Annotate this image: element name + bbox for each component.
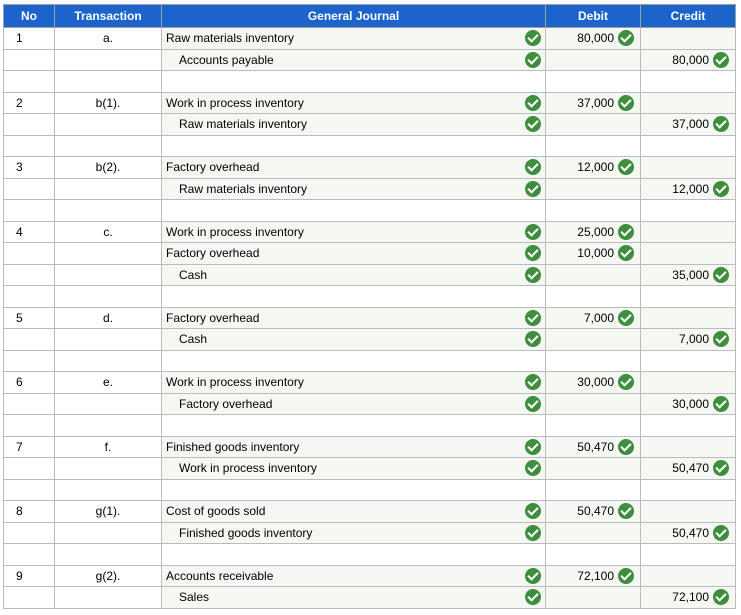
debit-cell[interactable] bbox=[546, 178, 641, 200]
credit-cell[interactable] bbox=[641, 458, 736, 480]
transaction-cell bbox=[55, 329, 162, 351]
credit-amount: 35,000 bbox=[672, 267, 709, 282]
check-circle-icon bbox=[618, 159, 634, 175]
transaction-label: g(2). bbox=[95, 568, 121, 583]
transaction-cell bbox=[55, 286, 162, 308]
journal-body bbox=[4, 28, 736, 609]
transaction-cell bbox=[55, 501, 162, 523]
credit-amount: 72,100 bbox=[672, 590, 709, 605]
transaction-label: c. bbox=[103, 224, 113, 239]
check-circle-icon bbox=[713, 52, 729, 68]
debit-cell[interactable] bbox=[546, 49, 641, 71]
entry-number-cell bbox=[4, 329, 55, 351]
table-row bbox=[4, 329, 736, 351]
credit-cell[interactable] bbox=[641, 71, 736, 93]
debit-amount: 37,000 bbox=[577, 95, 614, 110]
check-circle-icon bbox=[713, 460, 729, 476]
entry-number: 2 bbox=[16, 95, 23, 110]
blank-row bbox=[4, 544, 736, 566]
debit-amount: 10,000 bbox=[577, 246, 614, 261]
debit-cell[interactable] bbox=[546, 221, 641, 243]
debit-cell[interactable] bbox=[546, 200, 641, 222]
debit-cell[interactable] bbox=[546, 28, 641, 50]
account-name: Accounts receivable bbox=[166, 568, 274, 583]
account-cell[interactable] bbox=[162, 587, 546, 609]
header-general-journal: General Journal bbox=[162, 5, 546, 28]
check-circle-icon bbox=[525, 396, 541, 412]
entry-number-cell bbox=[4, 565, 55, 587]
account-cell[interactable] bbox=[162, 200, 546, 222]
debit-cell[interactable] bbox=[546, 92, 641, 114]
account-name: Factory overhead bbox=[166, 246, 260, 261]
table-row bbox=[4, 243, 736, 265]
transaction-cell bbox=[55, 71, 162, 93]
check-circle-icon bbox=[525, 310, 541, 326]
account-name: Work in process inventory bbox=[166, 224, 304, 239]
entry-number-cell bbox=[4, 479, 55, 501]
transaction-cell bbox=[55, 200, 162, 222]
debit-cell[interactable] bbox=[546, 415, 641, 437]
account-cell[interactable] bbox=[162, 458, 546, 480]
check-circle-icon bbox=[525, 159, 541, 175]
account-cell[interactable] bbox=[162, 92, 546, 114]
table-row bbox=[4, 372, 736, 394]
general-journal-table bbox=[3, 4, 736, 609]
entry-number: 9 bbox=[16, 568, 23, 583]
credit-cell[interactable] bbox=[641, 350, 736, 372]
entry-number-cell bbox=[4, 415, 55, 437]
account-cell[interactable] bbox=[162, 243, 546, 265]
account-cell[interactable] bbox=[162, 286, 546, 308]
entry-number-cell bbox=[4, 28, 55, 50]
entry-number-cell bbox=[4, 92, 55, 114]
entry-number: 5 bbox=[16, 310, 23, 325]
transaction-cell bbox=[55, 565, 162, 587]
credit-cell[interactable] bbox=[641, 49, 736, 71]
header-no: No bbox=[4, 5, 55, 28]
transaction-cell bbox=[55, 28, 162, 50]
check-circle-icon bbox=[525, 245, 541, 261]
credit-amount: 50,470 bbox=[672, 525, 709, 540]
debit-cell[interactable] bbox=[546, 114, 641, 136]
debit-amount: 80,000 bbox=[577, 31, 614, 46]
table-row bbox=[4, 49, 736, 71]
debit-cell[interactable] bbox=[546, 458, 641, 480]
transaction-cell bbox=[55, 264, 162, 286]
account-name: Work in process inventory bbox=[179, 461, 317, 476]
entry-number-cell bbox=[4, 372, 55, 394]
transaction-label: g(1). bbox=[95, 504, 121, 519]
account-name: Raw materials inventory bbox=[179, 117, 308, 132]
credit-cell[interactable] bbox=[641, 243, 736, 265]
check-circle-icon bbox=[525, 503, 541, 519]
credit-amount: 30,000 bbox=[672, 396, 709, 411]
account-name: Factory overhead bbox=[166, 160, 260, 175]
entry-number-cell bbox=[4, 436, 55, 458]
account-name: Factory overhead bbox=[166, 310, 260, 325]
account-name: Raw materials inventory bbox=[179, 181, 308, 196]
entry-number-cell bbox=[4, 501, 55, 523]
debit-amount: 25,000 bbox=[577, 224, 614, 239]
table-row bbox=[4, 114, 736, 136]
check-circle-icon bbox=[713, 181, 729, 197]
transaction-cell bbox=[55, 114, 162, 136]
credit-cell[interactable] bbox=[641, 178, 736, 200]
credit-cell[interactable] bbox=[641, 393, 736, 415]
account-name: Work in process inventory bbox=[166, 375, 304, 390]
table-row bbox=[4, 522, 736, 544]
credit-cell[interactable] bbox=[641, 329, 736, 351]
debit-cell[interactable] bbox=[546, 307, 641, 329]
transaction-cell bbox=[55, 479, 162, 501]
check-circle-icon bbox=[525, 525, 541, 541]
credit-cell[interactable] bbox=[641, 522, 736, 544]
account-cell[interactable] bbox=[162, 157, 546, 179]
debit-amount: 7,000 bbox=[583, 310, 614, 325]
account-cell[interactable] bbox=[162, 28, 546, 50]
account-cell[interactable] bbox=[162, 329, 546, 351]
debit-amount: 12,000 bbox=[577, 160, 614, 175]
credit-cell[interactable] bbox=[641, 501, 736, 523]
table-row bbox=[4, 28, 736, 50]
header-row bbox=[4, 5, 736, 28]
check-circle-icon bbox=[618, 30, 634, 46]
debit-cell[interactable] bbox=[546, 264, 641, 286]
entry-number: 1 bbox=[16, 31, 23, 46]
credit-amount: 7,000 bbox=[678, 332, 709, 347]
table-row bbox=[4, 92, 736, 114]
debit-cell[interactable] bbox=[546, 135, 641, 157]
credit-amount: 12,000 bbox=[672, 181, 709, 196]
account-cell[interactable] bbox=[162, 372, 546, 394]
account-name: Cost of goods sold bbox=[166, 504, 266, 519]
account-cell[interactable] bbox=[162, 393, 546, 415]
debit-cell[interactable] bbox=[546, 372, 641, 394]
credit-cell[interactable] bbox=[641, 565, 736, 587]
credit-cell[interactable] bbox=[641, 157, 736, 179]
credit-cell[interactable] bbox=[641, 307, 736, 329]
entry-number-cell bbox=[4, 587, 55, 609]
credit-cell[interactable] bbox=[641, 286, 736, 308]
account-name: Raw materials inventory bbox=[166, 31, 295, 46]
debit-cell[interactable] bbox=[546, 329, 641, 351]
transaction-label: d. bbox=[102, 310, 113, 325]
check-circle-icon bbox=[713, 525, 729, 541]
check-circle-icon bbox=[713, 396, 729, 412]
account-cell[interactable] bbox=[162, 501, 546, 523]
header-transaction: Transaction bbox=[55, 5, 162, 28]
debit-cell[interactable] bbox=[546, 157, 641, 179]
entry-number-cell bbox=[4, 178, 55, 200]
account-name: Cash bbox=[179, 267, 208, 282]
transaction-label: b(2). bbox=[95, 160, 121, 175]
credit-amount: 50,470 bbox=[672, 461, 709, 476]
account-cell[interactable] bbox=[162, 49, 546, 71]
account-cell[interactable] bbox=[162, 114, 546, 136]
table-row bbox=[4, 221, 736, 243]
credit-cell[interactable] bbox=[641, 479, 736, 501]
check-circle-icon bbox=[525, 52, 541, 68]
account-cell[interactable] bbox=[162, 221, 546, 243]
debit-cell[interactable] bbox=[546, 350, 641, 372]
credit-cell[interactable] bbox=[641, 587, 736, 609]
table-row bbox=[4, 501, 736, 523]
account-name: Sales bbox=[179, 590, 210, 605]
account-cell[interactable] bbox=[162, 307, 546, 329]
table-row bbox=[4, 458, 736, 480]
debit-cell[interactable] bbox=[546, 544, 641, 566]
account-cell[interactable] bbox=[162, 71, 546, 93]
debit-cell[interactable] bbox=[546, 587, 641, 609]
account-cell[interactable] bbox=[162, 415, 546, 437]
entry-number-cell bbox=[4, 458, 55, 480]
check-circle-icon bbox=[525, 589, 541, 605]
blank-row bbox=[4, 71, 736, 93]
credit-amount: 80,000 bbox=[672, 52, 709, 67]
debit-cell[interactable] bbox=[546, 501, 641, 523]
entry-number: 6 bbox=[16, 375, 23, 390]
transaction-label: b(1). bbox=[95, 95, 121, 110]
entry-number-cell bbox=[4, 544, 55, 566]
credit-cell[interactable] bbox=[641, 264, 736, 286]
transaction-cell bbox=[55, 544, 162, 566]
entry-number-cell bbox=[4, 221, 55, 243]
blank-row bbox=[4, 135, 736, 157]
check-circle-icon bbox=[525, 30, 541, 46]
transaction-cell bbox=[55, 135, 162, 157]
account-name: Finished goods inventory bbox=[179, 525, 313, 540]
debit-amount: 50,470 bbox=[577, 439, 614, 454]
check-circle-icon bbox=[618, 245, 634, 261]
credit-cell[interactable] bbox=[641, 28, 736, 50]
check-circle-icon bbox=[713, 267, 729, 283]
transaction-cell bbox=[55, 157, 162, 179]
credit-cell[interactable] bbox=[641, 135, 736, 157]
blank-row bbox=[4, 415, 736, 437]
check-circle-icon bbox=[525, 181, 541, 197]
blank-row bbox=[4, 479, 736, 501]
account-cell[interactable] bbox=[162, 178, 546, 200]
entry-number-cell bbox=[4, 350, 55, 372]
account-cell[interactable] bbox=[162, 436, 546, 458]
debit-cell[interactable] bbox=[546, 565, 641, 587]
table-row bbox=[4, 178, 736, 200]
credit-cell[interactable] bbox=[641, 221, 736, 243]
check-circle-icon bbox=[618, 374, 634, 390]
account-name: Factory overhead bbox=[179, 396, 273, 411]
blank-row bbox=[4, 286, 736, 308]
debit-cell[interactable] bbox=[546, 436, 641, 458]
transaction-cell bbox=[55, 350, 162, 372]
entry-number-cell bbox=[4, 243, 55, 265]
transaction-cell bbox=[55, 243, 162, 265]
credit-cell[interactable] bbox=[641, 200, 736, 222]
check-circle-icon bbox=[525, 374, 541, 390]
entry-number-cell bbox=[4, 307, 55, 329]
header-debit: Debit bbox=[546, 5, 641, 28]
account-cell[interactable] bbox=[162, 135, 546, 157]
check-circle-icon bbox=[713, 116, 729, 132]
check-circle-icon bbox=[525, 439, 541, 455]
transaction-cell bbox=[55, 436, 162, 458]
account-name: Finished goods inventory bbox=[166, 439, 300, 454]
entry-number-cell bbox=[4, 264, 55, 286]
check-circle-icon bbox=[618, 568, 634, 584]
transaction-cell bbox=[55, 221, 162, 243]
credit-cell[interactable] bbox=[641, 436, 736, 458]
entry-number-cell bbox=[4, 49, 55, 71]
transaction-cell bbox=[55, 522, 162, 544]
entry-number-cell bbox=[4, 200, 55, 222]
check-circle-icon bbox=[618, 95, 634, 111]
credit-cell[interactable] bbox=[641, 372, 736, 394]
entry-number-cell bbox=[4, 522, 55, 544]
check-circle-icon bbox=[618, 439, 634, 455]
credit-cell[interactable] bbox=[641, 92, 736, 114]
check-circle-icon bbox=[525, 267, 541, 283]
check-circle-icon bbox=[525, 224, 541, 240]
table-row bbox=[4, 393, 736, 415]
table-row bbox=[4, 587, 736, 609]
transaction-cell bbox=[55, 49, 162, 71]
blank-row bbox=[4, 200, 736, 222]
check-circle-icon bbox=[525, 568, 541, 584]
entry-number: 3 bbox=[16, 160, 23, 175]
debit-amount: 30,000 bbox=[577, 375, 614, 390]
transaction-label: f. bbox=[104, 439, 112, 454]
check-circle-icon bbox=[525, 116, 541, 132]
entry-number-cell bbox=[4, 393, 55, 415]
check-circle-icon bbox=[525, 95, 541, 111]
entry-number-cell bbox=[4, 135, 55, 157]
table-row bbox=[4, 157, 736, 179]
check-circle-icon bbox=[525, 460, 541, 476]
account-cell[interactable] bbox=[162, 350, 546, 372]
transaction-cell bbox=[55, 92, 162, 114]
account-cell[interactable] bbox=[162, 479, 546, 501]
entry-number-cell bbox=[4, 71, 55, 93]
blank-row bbox=[4, 350, 736, 372]
transaction-cell bbox=[55, 415, 162, 437]
account-cell[interactable] bbox=[162, 264, 546, 286]
entry-number-cell bbox=[4, 157, 55, 179]
debit-cell[interactable] bbox=[546, 522, 641, 544]
credit-cell[interactable] bbox=[641, 415, 736, 437]
transaction-label: a. bbox=[102, 31, 113, 46]
entry-number: 8 bbox=[16, 504, 23, 519]
debit-cell[interactable] bbox=[546, 286, 641, 308]
header-credit: Credit bbox=[641, 5, 736, 28]
debit-amount: 72,100 bbox=[577, 568, 614, 583]
table-row bbox=[4, 436, 736, 458]
account-cell[interactable] bbox=[162, 522, 546, 544]
check-circle-icon bbox=[618, 310, 634, 326]
transaction-label: e. bbox=[102, 375, 113, 390]
account-cell[interactable] bbox=[162, 544, 546, 566]
transaction-cell bbox=[55, 372, 162, 394]
transaction-cell bbox=[55, 307, 162, 329]
debit-cell[interactable] bbox=[546, 243, 641, 265]
debit-cell[interactable] bbox=[546, 71, 641, 93]
transaction-cell bbox=[55, 587, 162, 609]
credit-cell[interactable] bbox=[641, 114, 736, 136]
check-circle-icon bbox=[618, 224, 634, 240]
table-row bbox=[4, 307, 736, 329]
credit-cell[interactable] bbox=[641, 544, 736, 566]
check-circle-icon bbox=[618, 503, 634, 519]
check-circle-icon bbox=[713, 331, 729, 347]
entry-number-cell bbox=[4, 286, 55, 308]
check-circle-icon bbox=[713, 589, 729, 605]
transaction-cell bbox=[55, 178, 162, 200]
account-name: Cash bbox=[179, 332, 208, 347]
debit-amount: 50,470 bbox=[577, 504, 614, 519]
credit-amount: 37,000 bbox=[672, 117, 709, 132]
entry-number: 4 bbox=[16, 224, 23, 239]
account-name: Accounts payable bbox=[179, 52, 274, 67]
table-row bbox=[4, 565, 736, 587]
transaction-cell bbox=[55, 458, 162, 480]
account-cell[interactable] bbox=[162, 565, 546, 587]
entry-number-cell bbox=[4, 114, 55, 136]
account-name: Work in process inventory bbox=[166, 95, 304, 110]
check-circle-icon bbox=[525, 331, 541, 347]
debit-cell[interactable] bbox=[546, 479, 641, 501]
debit-cell[interactable] bbox=[546, 393, 641, 415]
entry-number: 7 bbox=[16, 439, 23, 454]
transaction-cell bbox=[55, 393, 162, 415]
table-row bbox=[4, 264, 736, 286]
